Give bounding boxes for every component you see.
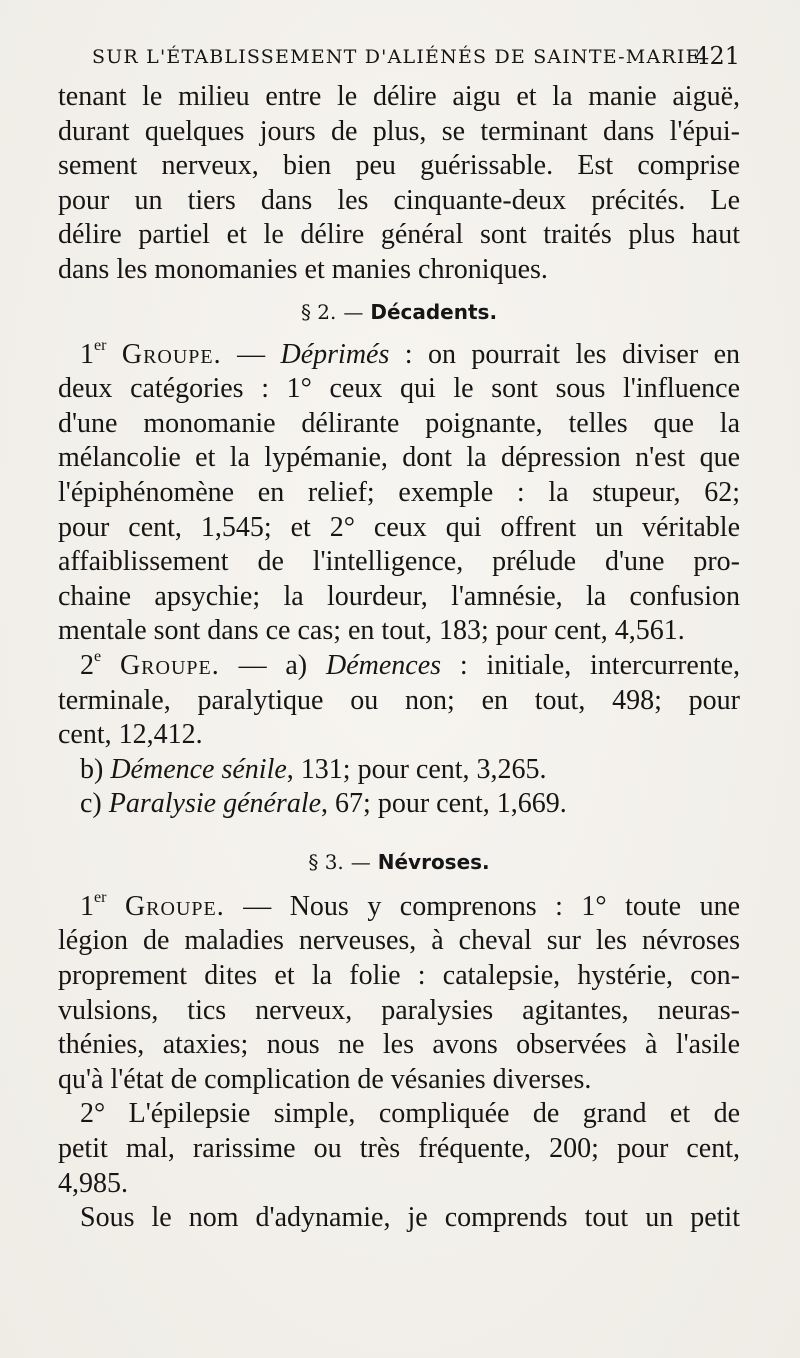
groupe-label: Groupe. <box>119 649 220 681</box>
paragraph-epilepsie <box>58 1097 740 1201</box>
text-line <box>58 338 740 373</box>
text-line: chaine apsychie; la lourdeur, l'amnésie, la confusion <box>58 580 740 612</box>
item-label: c) <box>80 788 102 820</box>
groupe-ordinal: e <box>94 647 102 665</box>
item-label: b) <box>80 753 104 785</box>
text-line: d'une monomanie délirante poignante, telles que la <box>58 407 740 439</box>
section-dash: — <box>343 299 364 324</box>
groupe-text: : on pourrait les diviser en <box>389 338 741 370</box>
paragraph-nevroses-groupe-1 <box>58 890 740 1098</box>
text-line <box>58 649 740 684</box>
groupe-ordinal: er <box>94 888 107 906</box>
text-line: cent, 12,412. <box>58 719 203 751</box>
groupe-label: Groupe. <box>124 890 225 922</box>
text-line-b <box>58 753 740 788</box>
section-number: § 2. <box>300 299 337 324</box>
text-line: petit mal, rarissime ou très fréquente, 200; pour cent, <box>58 1133 740 1165</box>
item-text: , 131; pour cent, 3,265. <box>286 753 547 785</box>
text-line <box>58 890 740 925</box>
paragraph-intro <box>58 80 740 288</box>
groupe-dash: — <box>237 338 266 370</box>
groupe-number: 2 <box>80 649 94 681</box>
item-title: Paralysie générale <box>108 788 322 820</box>
text-line: vulsions, tics nerveux, paralysies agitantes, neuras- <box>58 994 740 1026</box>
text-line-c <box>58 787 740 822</box>
section-heading-nevroses <box>58 842 740 882</box>
section-heading-decadents <box>58 292 740 332</box>
text-line: mentale sont dans ce cas; en tout, 183; pour cent, 4,561. <box>58 615 685 647</box>
text-line: mélancolie et la lypémanie, dont la dépression n'est que <box>58 442 740 474</box>
paragraph-adynamie <box>58 1201 740 1236</box>
text-line: pour un tiers dans les cinquante-deux précités. Le <box>58 184 740 216</box>
groupe-dash: — a) <box>238 649 308 681</box>
groupe-title: Démences <box>325 649 442 681</box>
text-line: dans les monomanies et manies chroniques. <box>58 253 548 285</box>
groupe-title: Déprimés <box>280 338 390 370</box>
section-title: Névroses. <box>377 849 490 874</box>
text-line: sement nerveux, bien peu guérissable. Est comprise <box>58 150 740 182</box>
item-text: , 67; pour cent, 1,669. <box>321 788 567 820</box>
paragraph-groupe-2 <box>58 649 740 822</box>
page-number: 421 <box>694 42 740 70</box>
text-line: durant quelques jours de plus, se terminant dans l'épui- <box>58 115 740 147</box>
text-line: proprement dites et la folie : catalepsie, hystérie, con- <box>58 960 740 992</box>
section-number: § 3. <box>308 849 344 874</box>
running-header <box>60 40 740 72</box>
groupe-number: 1 <box>80 338 94 370</box>
text-line: délire partiel et le délire général sont traités plus haut <box>58 219 740 251</box>
text-line: affaiblissement de l'intelligence, prélude d'une pro- <box>58 546 740 578</box>
paragraph-groupe-1 <box>58 338 740 649</box>
text-line: terminale, paralytique ou non; en tout, 498; pour <box>58 684 740 716</box>
body-text <box>58 80 740 1236</box>
running-title: SUR L'ÉTABLISSEMENT D'ALIÉNÉS DE SAINTE-MARIE <box>92 46 701 68</box>
groupe-text: — Nous y comprenons : 1° toute une <box>224 890 741 922</box>
groupe-number: 1 <box>80 890 94 922</box>
section-dash: — <box>350 849 371 874</box>
groupe-label: Groupe. <box>121 338 222 370</box>
groupe-text: : initiale, intercurrente, <box>441 649 741 681</box>
text-line: 2° L'épilepsie simple, compliquée de grand et de <box>80 1098 740 1130</box>
section-title: Décadents. <box>370 299 498 324</box>
text-line: tenant le milieu entre le délire aigu et la manie aiguë, <box>58 81 740 112</box>
text-line: 4,985. <box>58 1167 128 1199</box>
text-line: qu'à l'état de complication de vésanies diverses. <box>58 1063 592 1095</box>
text-line: l'épiphénomène en relief; exemple : la stupeur, 62; <box>58 476 740 508</box>
text-line: pour cent, 1,545; et 2° ceux qui offrent un véritable <box>58 511 740 543</box>
text-line: thénies, ataxies; nous ne les avons observées à l'asile <box>58 1029 740 1061</box>
text-line: deux catégories : 1° ceux qui le sont sous l'influence <box>58 373 740 405</box>
item-title: Démence sénile <box>110 753 287 785</box>
groupe-ordinal: er <box>94 336 107 354</box>
text-line: Sous le nom d'adynamie, je comprends tout un petit <box>80 1202 740 1234</box>
text-line: légion de maladies nerveuses, à cheval sur les névroses <box>58 925 740 957</box>
